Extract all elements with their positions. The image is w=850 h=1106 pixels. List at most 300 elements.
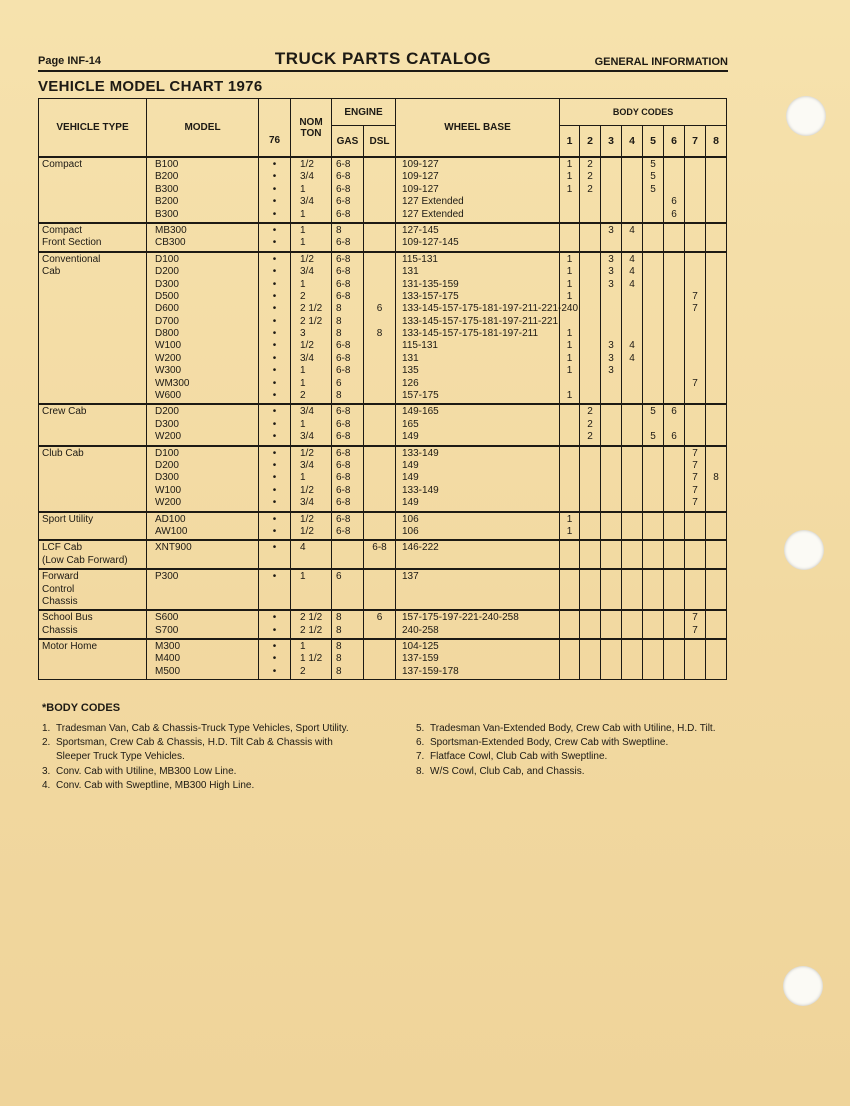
body-code-7-cell (685, 512, 706, 541)
body-code-mark (643, 514, 663, 526)
body-code-mark (664, 419, 684, 431)
body-code-mark (601, 472, 621, 484)
body-code-mark (664, 378, 684, 390)
model-cell-line: W200 (155, 497, 182, 509)
diesel-engine-cell (364, 157, 396, 223)
body-code-note (416, 722, 736, 736)
body-code-mark (685, 340, 705, 352)
table-row-group (39, 157, 727, 223)
body-code-mark (706, 497, 726, 509)
body-code-mark (664, 390, 684, 402)
body-code-mark (664, 497, 684, 509)
body-code-mark (601, 431, 621, 443)
wheel-base-cell-line: 106 (402, 525, 419, 537)
body-code-note-text: Sportsman, Crew Cab & Chassis, H.D. Tilt Cab & Chassis with Sleeper Truck Type Vehicles. (56, 737, 333, 763)
nom-ton-cell (291, 223, 332, 252)
gas-engine-cell-line: 8 (336, 612, 342, 624)
gas-engine-cell-line (336, 555, 363, 567)
body-code-2-cell (580, 639, 601, 680)
body-code-mark (580, 497, 600, 509)
model-year-76-cell-line: • (272, 459, 277, 471)
body-code-2-cell (580, 540, 601, 569)
body-code-6-cell (664, 512, 685, 541)
wheel-base-cell-line (402, 596, 559, 608)
body-code-mark (580, 460, 600, 472)
model-cell-line: D300 (155, 278, 179, 290)
diesel-engine-cell-line (364, 584, 395, 596)
model-year-76-cell-line: • (272, 418, 277, 430)
body-code-mark: 6 (671, 406, 677, 418)
diesel-engine-cell-line (364, 431, 395, 443)
body-code-mark (685, 406, 705, 418)
col-body-codes: BODY CODES (560, 99, 727, 126)
model-year-76-cell (259, 540, 291, 569)
nom-ton-cell-line: 1 1/2 (300, 653, 323, 665)
nom-ton-cell (291, 404, 332, 445)
body-code-mark (706, 316, 726, 328)
body-code-mark (622, 571, 642, 583)
nom-ton-cell-line: 3/4 (300, 352, 314, 364)
body-code-8-cell (706, 252, 727, 405)
body-code-mark (580, 237, 600, 249)
gas-engine-cell-line: 6-8 (336, 253, 351, 265)
wheel-base-cell-line: 137-159-178 (402, 665, 459, 677)
body-code-mark (706, 390, 726, 402)
gas-engine-cell-line: 6-8 (336, 159, 351, 170)
body-code-mark: 2 (587, 171, 593, 183)
gas-engine-cell-line: 6-8 (336, 196, 351, 208)
body-code-note (42, 765, 352, 779)
body-code-mark (685, 571, 705, 583)
body-code-mark (622, 196, 642, 208)
body-code-mark: 1 (566, 513, 573, 525)
body-code-mark (664, 666, 684, 678)
body-code-mark (601, 526, 621, 538)
body-code-mark (643, 316, 663, 328)
body-code-mark (580, 571, 600, 583)
wheel-base-cell-line (402, 555, 559, 567)
body-code-mark (622, 448, 642, 460)
body-code-mark: 7 (692, 472, 698, 484)
body-code-note-number: 8. (416, 765, 425, 777)
body-code-mark (685, 666, 705, 678)
model-cell (147, 540, 259, 569)
model-cell-line: AD100 (155, 513, 186, 525)
body-code-mark: 6 (671, 431, 677, 443)
diesel-engine-cell-line (364, 291, 395, 303)
body-code-mark (664, 460, 684, 472)
body-code-mark (622, 171, 642, 183)
model-cell (147, 252, 259, 405)
nom-ton-cell (291, 569, 332, 610)
body-code-mark (601, 378, 621, 390)
body-codes-notes-left (42, 722, 352, 793)
body-code-mark (622, 431, 642, 443)
nom-ton-cell-line: 3/4 (300, 431, 314, 443)
body-code-mark (580, 390, 600, 402)
body-code-note (42, 779, 352, 793)
model-cell-line: M300 (155, 641, 181, 653)
body-code-mark (643, 653, 663, 665)
body-code-mark (560, 641, 579, 653)
gas-engine-cell (332, 223, 364, 252)
body-code-mark (706, 431, 726, 443)
body-code-mark (560, 448, 579, 460)
model-year-76-cell-line: • (272, 624, 277, 636)
col-body-code-2: 2 (580, 126, 601, 158)
body-code-mark (643, 485, 663, 497)
body-code-mark (664, 448, 684, 460)
gas-engine-cell-line: 6-8 (336, 278, 351, 290)
body-code-mark (664, 171, 684, 183)
body-code-mark: 3 (608, 253, 614, 265)
body-code-mark (601, 625, 621, 637)
body-code-mark (580, 316, 600, 328)
body-code-mark (580, 365, 600, 377)
body-code-7-cell (685, 404, 706, 445)
body-code-mark (706, 485, 726, 497)
nom-ton-cell-line: 1 (300, 278, 306, 290)
model-year-76-cell-line: • (272, 208, 277, 220)
nom-ton-cell-line: 2 (300, 290, 306, 302)
body-code-mark (643, 571, 663, 583)
nom-ton-cell (291, 639, 332, 680)
body-code-mark (601, 406, 621, 418)
body-code-mark (685, 596, 705, 608)
table-row-group (39, 639, 727, 680)
model-year-76-cell-line: • (272, 159, 277, 170)
wheel-base-cell (396, 223, 560, 252)
wheel-base-cell-line: 133-145-157-175-181-197-211-221 (402, 315, 559, 327)
wheel-base-cell-line: 106 (402, 513, 419, 525)
diesel-engine-cell-line (364, 514, 395, 526)
body-code-mark (622, 303, 642, 315)
col-body-code-7: 7 (685, 126, 706, 158)
body-code-mark (601, 448, 621, 460)
body-code-mark (643, 666, 663, 678)
body-code-mark (664, 571, 684, 583)
nom-ton-cell-line: 1 (300, 641, 306, 653)
body-code-8-cell (706, 404, 727, 445)
body-code-mark (643, 340, 663, 352)
diesel-engine-cell-line (364, 159, 395, 171)
body-code-mark (664, 340, 684, 352)
body-code-mark (580, 340, 600, 352)
body-code-mark: 3 (608, 224, 614, 236)
wheel-base-cell-line: 109-127 (402, 171, 439, 183)
body-code-mark: 6 (671, 208, 677, 220)
model-cell (147, 512, 259, 541)
body-code-mark: 1 (566, 290, 573, 302)
body-code-mark (622, 460, 642, 472)
wheel-base-cell-line: 131-135-159 (402, 278, 459, 290)
nom-ton-cell (291, 610, 332, 639)
body-code-mark (685, 279, 705, 291)
body-code-5-cell (643, 252, 664, 405)
body-code-mark (601, 514, 621, 526)
body-code-mark (664, 526, 684, 538)
nom-ton-cell-line: 4 (300, 542, 306, 554)
body-code-3-cell (601, 569, 622, 610)
diesel-engine-cell-line (364, 353, 395, 365)
vehicle-type-cell-line (42, 365, 146, 377)
body-code-7-cell (685, 252, 706, 405)
body-code-mark (664, 328, 684, 340)
diesel-engine-cell-line (364, 254, 395, 266)
body-code-mark (706, 584, 726, 596)
wheel-base-cell-line: 115-131 (402, 253, 438, 265)
nom-ton-cell-line: 1/2 (300, 447, 314, 459)
body-code-mark (664, 303, 684, 315)
body-code-mark (643, 555, 663, 567)
body-code-8-cell (706, 157, 727, 223)
body-code-mark (706, 266, 726, 278)
diesel-engine-cell-line (364, 390, 395, 402)
binder-hole (783, 966, 823, 1006)
body-code-mark (643, 497, 663, 509)
nom-ton-cell-line: 1 (300, 365, 306, 377)
gas-engine-cell-line: 6-8 (336, 208, 351, 220)
body-code-mark: 7 (692, 612, 698, 624)
body-code-3-cell (601, 639, 622, 680)
wheel-base-cell (396, 446, 560, 512)
body-code-mark (560, 378, 579, 390)
binder-hole (784, 530, 824, 570)
body-code-mark (601, 666, 621, 678)
body-code-mark (643, 419, 663, 431)
binder-hole (786, 96, 826, 136)
body-code-2-cell (580, 512, 601, 541)
body-code-mark (685, 225, 705, 237)
body-code-mark: 1 (566, 278, 573, 290)
body-code-note-text: Sportsman-Extended Body, Crew Cab with Sweptline. (430, 737, 669, 749)
gas-engine-cell-line: 8 (336, 665, 342, 677)
vehicle-model-table (38, 98, 727, 680)
body-code-1-cell (560, 446, 580, 512)
body-code-2-cell (580, 252, 601, 405)
body-code-mark: 5 (650, 183, 656, 195)
body-code-mark (664, 653, 684, 665)
diesel-engine-cell (364, 610, 396, 639)
body-code-6-cell (664, 540, 685, 569)
gas-engine-cell-line: 6-8 (336, 459, 351, 471)
model-cell-line: CB300 (155, 237, 186, 249)
body-code-7-cell (685, 569, 706, 610)
vehicle-type-cell-line: Control (42, 583, 75, 595)
gas-engine-cell (332, 512, 364, 541)
diesel-engine-cell-line (364, 279, 395, 291)
body-code-7-cell (685, 157, 706, 223)
body-code-mark (622, 209, 642, 221)
body-code-mark (706, 514, 726, 526)
body-code-mark (706, 612, 726, 624)
nom-ton-cell-line (300, 555, 331, 567)
vehicle-type-cell (39, 569, 147, 610)
body-code-mark (580, 666, 600, 678)
body-code-1-cell (560, 252, 580, 405)
body-code-mark (664, 596, 684, 608)
body-code-mark (560, 596, 579, 608)
body-code-mark (622, 641, 642, 653)
body-code-4-cell (622, 252, 643, 405)
body-code-mark (664, 184, 684, 196)
body-code-mark (685, 266, 705, 278)
gas-engine-cell-line: 6-8 (336, 472, 351, 484)
model-cell-line: XNT900 (155, 542, 192, 554)
wheel-base-cell-line: 131 (402, 352, 419, 364)
body-code-mark (622, 497, 642, 509)
body-code-5-cell (643, 446, 664, 512)
body-code-mark (706, 303, 726, 315)
vehicle-type-cell-line: Chassis (42, 595, 78, 607)
page-header (38, 46, 728, 72)
body-code-mark (601, 542, 621, 554)
model-cell-line: W200 (155, 352, 182, 364)
body-code-mark (664, 316, 684, 328)
gas-engine-cell-line: 6-8 (336, 352, 351, 364)
body-code-mark (560, 419, 579, 431)
body-code-mark (706, 460, 726, 472)
body-code-mark: 5 (650, 431, 656, 443)
body-code-mark (643, 378, 663, 390)
vehicle-type-cell-line (42, 353, 146, 365)
body-code-mark (601, 237, 621, 249)
body-code-mark (622, 184, 642, 196)
gas-engine-cell-line: 6 (336, 571, 342, 583)
body-code-mark: 5 (650, 171, 656, 183)
body-code-mark (601, 571, 621, 583)
diesel-engine-cell-line (364, 340, 395, 352)
vehicle-type-cell-line: Cab (42, 266, 61, 278)
gas-engine-cell (332, 610, 364, 639)
body-code-mark (643, 596, 663, 608)
body-code-mark (664, 514, 684, 526)
body-code-mark (622, 596, 642, 608)
body-code-8-cell (706, 446, 727, 512)
model-year-76-cell-line: • (272, 365, 277, 377)
body-codes-footnote-title: *BODY CODES (42, 702, 121, 714)
body-code-mark (706, 209, 726, 221)
table-row-group (39, 610, 727, 639)
body-code-mark (601, 184, 621, 196)
gas-engine-cell (332, 252, 364, 405)
diesel-engine-cell-line (364, 316, 395, 328)
model-year-76-cell-line (259, 596, 290, 608)
body-code-3-cell (601, 252, 622, 405)
body-code-mark (580, 625, 600, 637)
body-code-4-cell (622, 446, 643, 512)
body-code-note-number: 6. (416, 737, 425, 749)
chart-title: VEHICLE MODEL CHART 1976 (38, 78, 263, 95)
body-code-mark (622, 159, 642, 171)
col-nom-ton: NOM TON (291, 99, 332, 158)
body-code-mark: 1 (566, 253, 573, 265)
body-code-mark (580, 266, 600, 278)
nom-ton-cell-line: 3 (300, 328, 306, 340)
body-code-mark (601, 390, 621, 402)
vehicle-type-cell (39, 446, 147, 512)
gas-engine-cell-line: 8 (336, 315, 342, 327)
diesel-engine-cell-line (364, 171, 395, 183)
model-year-76-cell-line: • (272, 278, 277, 290)
body-code-5-cell (643, 404, 664, 445)
diesel-engine-cell-line (364, 625, 395, 637)
body-code-5-cell (643, 610, 664, 639)
body-code-mark (580, 584, 600, 596)
body-code-8-cell (706, 512, 727, 541)
body-code-mark (685, 653, 705, 665)
body-code-2-cell (580, 223, 601, 252)
body-code-mark (643, 279, 663, 291)
model-cell-line: W600 (155, 390, 182, 402)
model-cell-line: W200 (155, 431, 182, 443)
body-code-mark: 3 (608, 278, 614, 290)
wheel-base-cell-line: 149 (402, 472, 419, 484)
body-code-mark (685, 171, 705, 183)
table-row-group (39, 223, 727, 252)
wheel-base-cell-line: 127-145 (402, 224, 439, 236)
body-code-note (416, 750, 736, 764)
diesel-engine-cell (364, 569, 396, 610)
body-code-mark (622, 612, 642, 624)
body-code-mark (580, 209, 600, 221)
vehicle-type-cell-line: Chassis (42, 624, 78, 636)
nom-ton-cell-line (300, 596, 331, 608)
body-code-mark (643, 641, 663, 653)
body-code-mark (706, 225, 726, 237)
body-code-8-cell (706, 610, 727, 639)
body-code-mark (685, 254, 705, 266)
body-code-7-cell (685, 639, 706, 680)
body-code-mark (580, 485, 600, 497)
diesel-engine-cell (364, 540, 396, 569)
table-row-group (39, 512, 727, 541)
body-code-mark: 1 (566, 525, 573, 537)
body-code-mark: 7 (692, 484, 698, 496)
model-year-76-cell-line: • (272, 472, 277, 484)
vehicle-type-cell-line (42, 526, 146, 538)
body-code-mark (643, 266, 663, 278)
body-code-mark (706, 279, 726, 291)
body-code-note-text: Flatface Cowl, Club Cab with Sweptline. (430, 751, 608, 763)
body-code-mark (560, 666, 579, 678)
diesel-engine-cell-line (364, 460, 395, 472)
model-cell-line: B200 (155, 196, 179, 208)
body-code-6-cell (664, 610, 685, 639)
body-code-mark: 7 (692, 459, 698, 471)
nom-ton-cell-line: 1/2 (300, 525, 314, 537)
vehicle-type-cell-line (42, 390, 146, 402)
body-code-note-number: 5. (416, 723, 425, 734)
body-code-note-text: Tradesman Van-Extended Body, Crew Cab with Utiline, H.D. Tilt. (430, 723, 716, 734)
wheel-base-cell (396, 157, 560, 223)
body-code-mark (560, 406, 579, 418)
body-code-4-cell (622, 512, 643, 541)
wheel-base-cell-line: 131 (402, 266, 419, 278)
model-cell-line: M500 (155, 665, 181, 677)
model-year-76-cell-line: • (272, 290, 277, 302)
wheel-base-cell-line: 146-222 (402, 542, 439, 554)
vehicle-type-cell-line (42, 209, 146, 221)
body-code-2-cell (580, 446, 601, 512)
diesel-engine-cell-line (364, 596, 395, 608)
body-code-mark (706, 159, 726, 171)
body-code-1-cell (560, 157, 580, 223)
diesel-engine-cell-line (364, 497, 395, 509)
wheel-base-cell-line: 109-127 (402, 183, 439, 195)
body-code-mark (685, 328, 705, 340)
body-code-mark (560, 460, 579, 472)
